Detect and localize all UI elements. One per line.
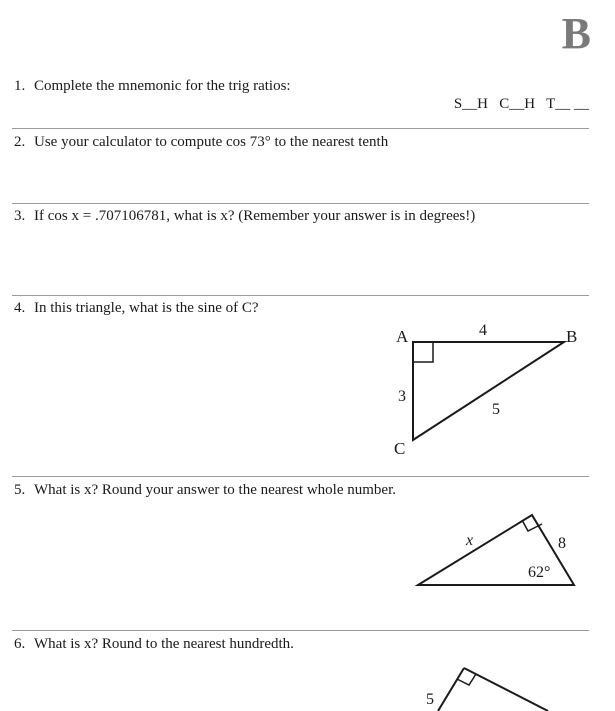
side-8-label: 8 — [558, 535, 566, 552]
divider — [12, 128, 589, 129]
side-bc-label: 5 — [492, 401, 500, 418]
angle-label: 62° — [528, 564, 551, 581]
right-angle-mark — [522, 520, 542, 531]
question-5 — [14, 482, 396, 499]
mnemonic-blanks: S__H C__H T__ __ — [453, 96, 589, 112]
vertex-a-label: A — [396, 327, 409, 346]
triangle-q5-figure — [412, 508, 592, 594]
vertex-b-label: B — [566, 327, 578, 346]
triangle-q6-figure — [420, 660, 560, 711]
question-1 — [14, 78, 291, 95]
side-x-label: x — [466, 532, 474, 549]
triangle-abc — [413, 342, 564, 440]
right-angle-mark — [413, 342, 433, 362]
question-text: What is x? Round your answer to the nearest whole number. — [34, 482, 396, 498]
question-number: 6. — [14, 636, 26, 652]
question-number: 1. — [14, 78, 26, 94]
question-number: 5. — [14, 482, 26, 498]
side-5-label: 5 — [426, 691, 434, 708]
question-text: What is x? Round to the nearest hundredth. — [34, 636, 294, 652]
question-text: Use your calculator to compute cos 73° to the nearest tenth — [34, 134, 389, 150]
triangle-q6-left-side — [438, 668, 464, 711]
triangle-abc-figure — [390, 318, 590, 460]
side-ab-label: 4 — [479, 322, 487, 339]
question-2 — [14, 134, 388, 151]
question-number: 3. — [14, 208, 26, 224]
vertex-c-label: C — [394, 439, 406, 458]
side-ac-label: 3 — [398, 388, 406, 405]
question-number: 4. — [14, 300, 26, 316]
divider — [12, 476, 589, 477]
question-3 — [14, 208, 475, 225]
triangle-q5 — [418, 515, 574, 585]
divider — [12, 295, 589, 296]
question-number: 2. — [14, 134, 26, 150]
divider — [12, 630, 589, 631]
question-text: Complete the mnemonic for the trig ratios: — [34, 78, 291, 94]
question-text: In this triangle, what is the sine of C? — [34, 300, 259, 316]
version-letter: B — [561, 9, 591, 58]
question-text: If cos x = .707106781, what is x? (Remember your answer is in degrees!) — [34, 208, 476, 224]
question-4 — [14, 300, 259, 317]
divider — [12, 203, 589, 204]
question-6 — [14, 636, 294, 653]
